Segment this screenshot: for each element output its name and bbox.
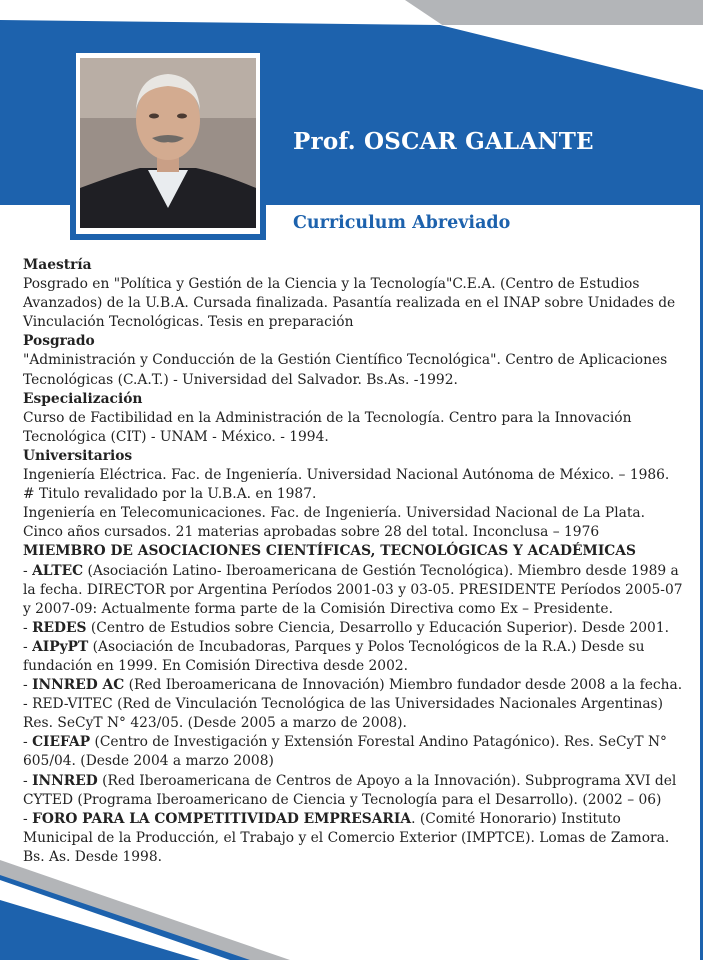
- organization-name: FORO PARA LA COMPETITIVIDAD EMPRESARIA: [32, 810, 412, 827]
- membership-description: RED-VITEC (Red de Vinculación Tecnológica de las Universidades Nacionales Argentinas) Res. SeCyT N° 423/05. (Desde 2005 a marzo de 2008).: [23, 696, 664, 732]
- membership-description: (Asociación de Incubadoras, Parques y Polos Tecnológicos de la R.A.) Desde su fundación en 1999. En Comisión Directiva desde 2002.: [23, 638, 645, 674]
- membership-item: [23, 733, 683, 771]
- item-prefix: -: [23, 638, 33, 655]
- universitarios-line: Ingeniería Eléctrica. Fac. de Ingeniería. Universidad Nacional Autónoma de México. – 1986.: [23, 467, 670, 484]
- section-text-especializacion: Curso de Factibilidad en la Administración de la Tecnología. Centro para la Innovación Tecnológica (CIT) - UNAM - México. - 1994.: [23, 409, 632, 445]
- section-text-maestria: Posgrado en "Política y Gestión de la Ciencia y la Tecnología"C.E.A. (Centro de Estudios Avanzados) de la U.B.A. Cursada finalizada. Pasantía realizada en el INAP sobre Unidades de Vinculación Tecnológicas. Tesis en preparación: [23, 276, 676, 331]
- universitarios-line: Cinco años cursados. 21 materias aprobadas sobre 28 del total. Inconclusa – 1976: [23, 524, 600, 541]
- item-prefix: -: [23, 619, 33, 636]
- membership-item: [23, 676, 683, 695]
- organization-name: REDES: [32, 619, 87, 636]
- section-heading-miembro: MIEMBRO DE ASOCIACIONES CIENTÍFICAS, TECNOLÓGICAS Y ACADÉMICAS: [23, 543, 636, 560]
- membership-description: (Red Iberoamericana de Centros de Apoyo a la Innovación). Subprograma XVI del CYTED (Programa Iberoamericano de Ciencia y Tecnología para el Desarrollo). (2002 – 06): [23, 772, 677, 808]
- section-heading-universitarios: Universitarios: [23, 447, 133, 464]
- membership-item: [23, 619, 683, 638]
- item-prefix: -: [23, 810, 33, 827]
- organization-name: CIEFAP: [32, 734, 91, 751]
- membership-description: (Red Iberoamericana de Innovación) Miembro fundador desde 2008 a la fecha.: [124, 677, 683, 694]
- cv-content: [23, 256, 683, 867]
- item-prefix: -: [23, 772, 33, 789]
- item-prefix: -: [23, 562, 33, 579]
- membership-description: . (Comité Honorario) Instituto Municipal de la Producción, el Trabajo y el Comercio Exterior (IMPTCE). Lomas de Zamora. Bs. As. Desde 1998.: [23, 810, 670, 865]
- universitarios-line: Ingeniería en Telecomunicaciones. Fac. de Ingeniería. Universidad Nacional de La Plata.: [23, 505, 646, 522]
- section-heading-especializacion: Especialización: [23, 390, 143, 407]
- organization-name: AIPyPT: [32, 638, 89, 655]
- membership-item: [23, 810, 683, 867]
- membership-description: (Asociación Latino- Iberoamericana de Gestión Tecnológica). Miembro desde 1989 a la fecha. DIRECTOR por Argentina Períodos 2001-03 y 03-05. PRESIDENTE Períodos 2005-07 y 2007-09: Actualmente forma parte de la Comisión Directiva como Ex – Presidente.: [23, 562, 683, 617]
- person-name: Prof. OSCAR GALANTE: [293, 128, 594, 155]
- membership-item: [23, 695, 683, 733]
- universitarios-line: # Titulo revalidado por la U.B.A. en 1987.: [23, 486, 317, 503]
- organization-name: ALTEC: [32, 562, 84, 579]
- membership-item: [23, 562, 683, 619]
- organization-name: INNRED: [32, 772, 98, 789]
- document-subtitle: Curriculum Abreviado: [293, 213, 511, 233]
- organization-name: INNRED AC: [32, 677, 125, 694]
- item-prefix: -: [23, 677, 33, 694]
- item-prefix: -: [23, 734, 33, 751]
- section-heading-maestria: Maestría: [23, 257, 92, 273]
- section-heading-posgrado: Posgrado: [23, 333, 95, 350]
- membership-description: (Centro de Estudios sobre Ciencia, Desarrollo y Educación Superior). Desde 2001.: [86, 619, 669, 636]
- membership-item: [23, 638, 683, 676]
- membership-description: (Centro de Investigación y Extensión Forestal Andino Patagónico). Res. SeCyT N° 605/04. (Desde 2004 a marzo 2008): [23, 734, 667, 770]
- item-prefix: -: [23, 696, 33, 713]
- section-text-posgrado: "Administración y Conducción de la Gestión Científico Tecnológica". Centro de Aplicaciones Tecnológicas (C.A.T.) - Universidad del Salvador. Bs.As. -1992.: [23, 352, 668, 388]
- profile-photo: [80, 58, 256, 228]
- membership-item: [23, 772, 683, 810]
